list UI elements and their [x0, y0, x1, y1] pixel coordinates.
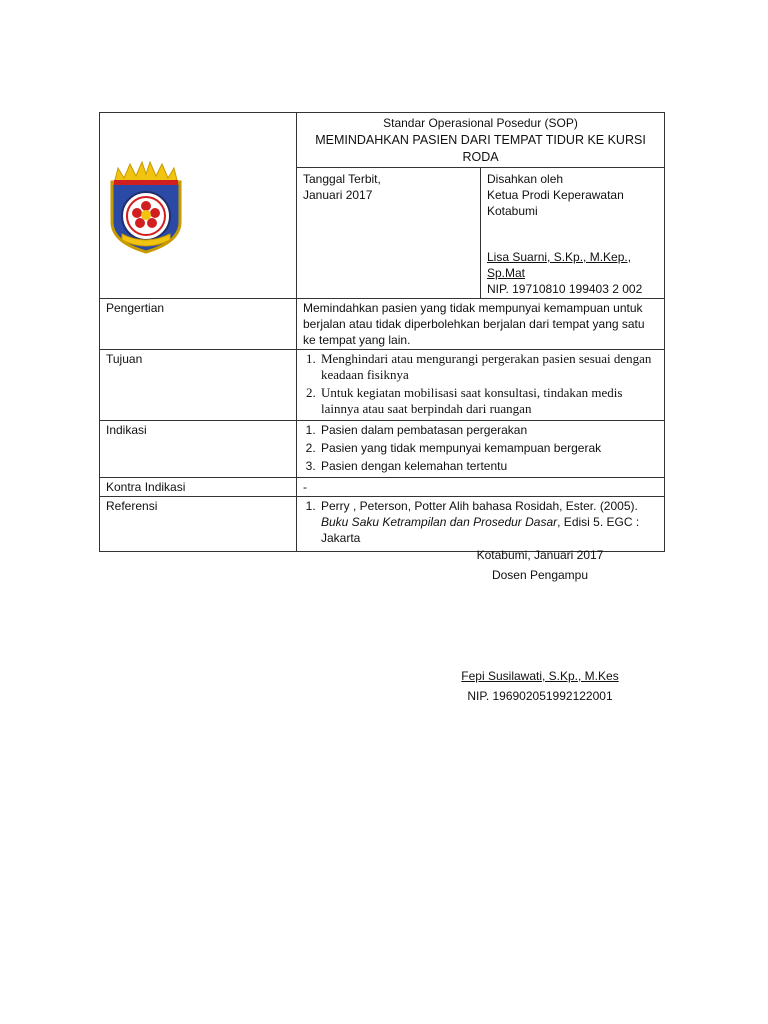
indikasi-list-cell [297, 421, 665, 478]
referensi-cell [297, 497, 665, 552]
university-crest-icon [106, 160, 186, 254]
tujuan-label: Tujuan [100, 350, 297, 421]
kontra-text: - [297, 478, 665, 497]
signature-nip: NIP. 196902051992122001 [467, 689, 613, 703]
list-item: 1. Menghindari atau mengurangi pergerakan pasien sesuai dengan keadaan fisiknya [319, 351, 658, 383]
tujuan-list-cell [297, 350, 665, 421]
reference-edition: , Edisi 5. EGC : Jakarta [321, 515, 640, 545]
reference-item [319, 498, 658, 546]
pengertian-text: Memindahkan pasien yang tidak mempunyai kemampuan untuk berjalan atau tidak diperbolehkan berjalan dari tempat yang satu ke tempat yang lain. [297, 299, 665, 350]
signature-header [440, 545, 640, 585]
reference-book-title: Buku Saku Ketrampilan dan Prosedur Dasar [321, 515, 558, 529]
title-line-2: MEMINDAHKAN PASIEN DARI TEMPAT TIDUR KE KURSI RODA [315, 133, 646, 164]
list-item: 1. Pasien dalam pembatasan pergerakan [319, 422, 658, 438]
indikasi-label: Indikasi [100, 421, 297, 478]
signature-name: Fepi Susilawati, S.Kp., M.Kes [461, 669, 619, 683]
title-line-1: Standar Operasional Posedur (SOP) [383, 116, 578, 130]
issue-date-value: Januari 2017 [303, 188, 373, 202]
approver-name: Lisa Suarni, S.Kp., M.Kep., Sp.Mat [487, 250, 632, 280]
approved-by: Ketua Prodi Keperawatan Kotabumi [487, 188, 624, 218]
reference-authors: Perry , Peterson, Potter Alih bahasa Rosidah, Ester. (2005). [321, 499, 638, 513]
title-cell [297, 113, 665, 168]
issue-date-label: Tanggal Terbit, [303, 172, 381, 186]
list-item: 3. Pasien dengan kelemahan tertentu [319, 458, 658, 474]
referensi-label: Referensi [100, 497, 297, 552]
approver-nip: NIP. 19710810 199403 2 002 [487, 282, 643, 296]
approval-cell [481, 168, 665, 299]
pengertian-label: Pengertian [100, 299, 297, 350]
logo-cell [100, 113, 297, 299]
list-item: 2. Untuk kegiatan mobilisasi saat konsultasi, tindakan medis lainnya atau saat berpindah dari ruangan [319, 385, 658, 417]
approved-label: Disahkan oleh [487, 172, 564, 186]
sop-table [99, 112, 665, 552]
list-item: 2. Pasien yang tidak mempunyai kemampuan bergerak [319, 440, 658, 456]
signature-place-date: Kotabumi, Januari 2017 [476, 548, 604, 562]
kontra-label: Kontra Indikasi [100, 478, 297, 497]
signature-footer [440, 666, 640, 706]
issue-date-cell [297, 168, 481, 299]
signature-role: Dosen Pengampu [491, 568, 589, 582]
